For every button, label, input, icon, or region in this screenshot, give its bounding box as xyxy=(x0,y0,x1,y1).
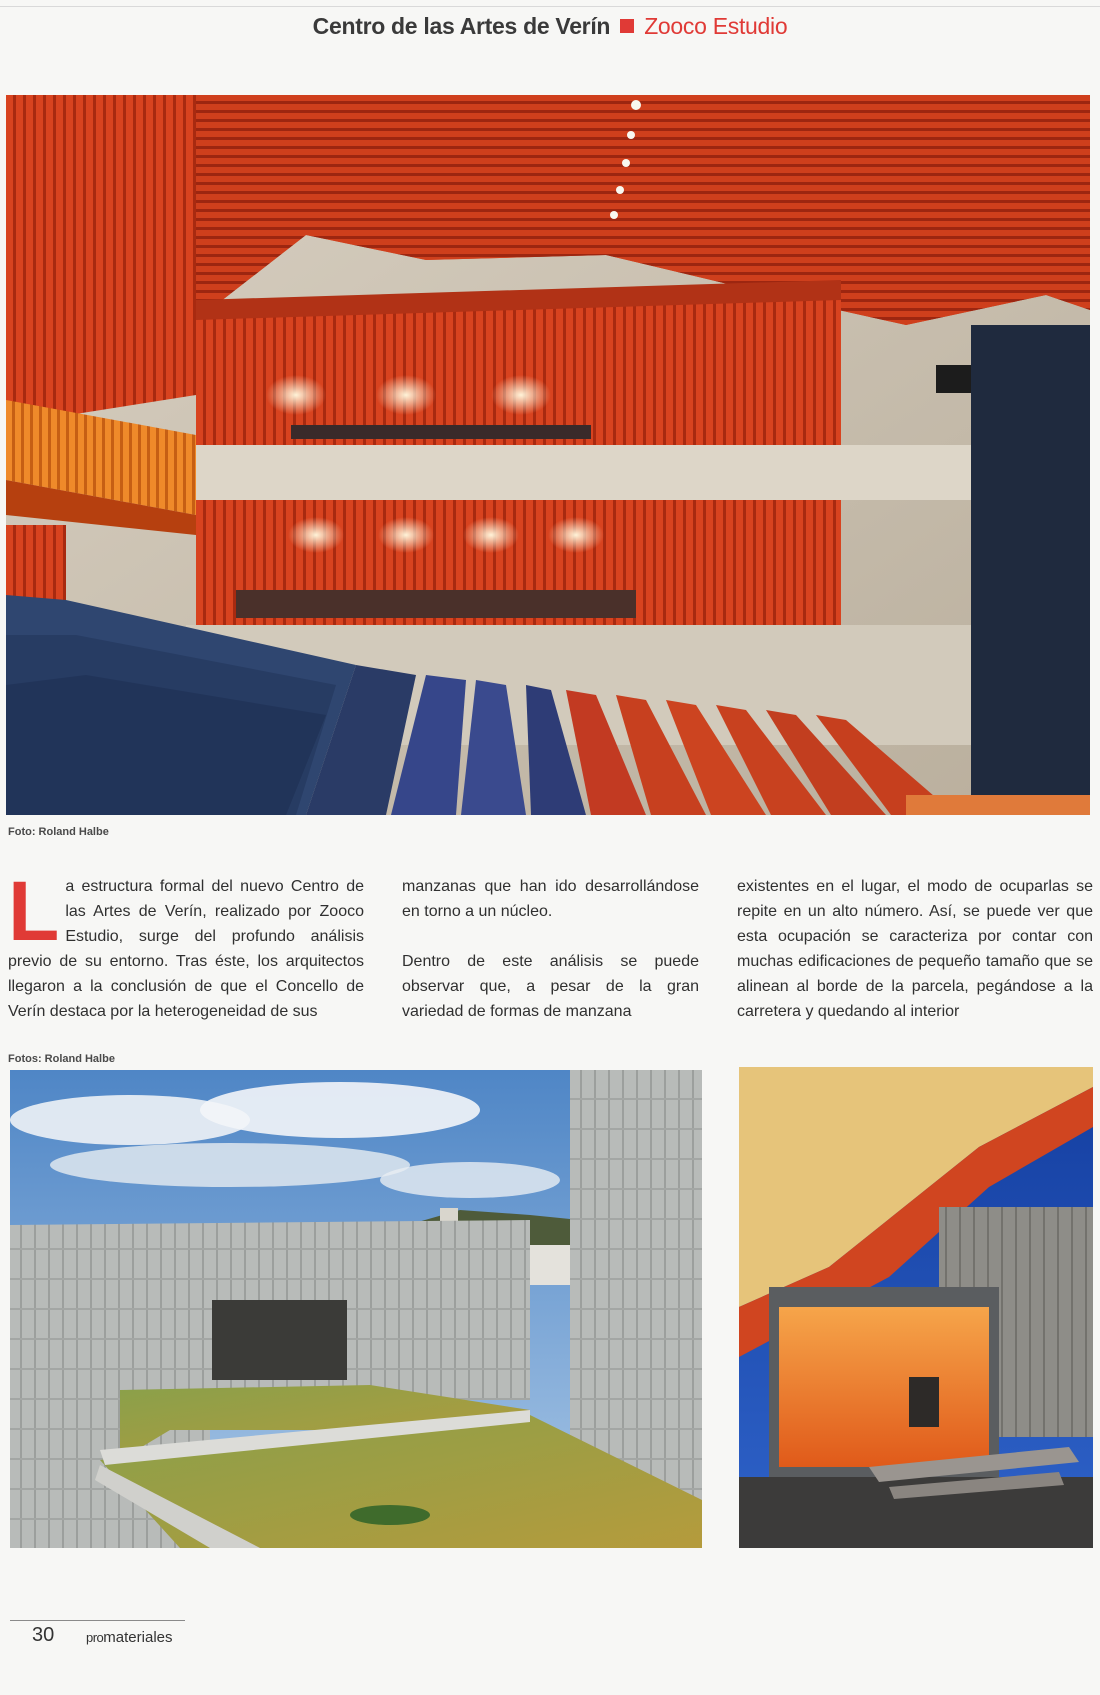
page-header xyxy=(0,10,1100,42)
article-title: Centro de las Artes de Verín xyxy=(312,13,611,39)
page-number: 30 xyxy=(32,1624,55,1646)
article-column-3 xyxy=(737,874,1093,1024)
dropcap: L xyxy=(8,864,60,958)
exterior-photo xyxy=(10,1070,702,1548)
photo-credit-bottom: Fotos: Roland Halbe xyxy=(8,1053,115,1065)
studio-name: Zooco Estudio xyxy=(644,13,788,39)
col2-paragraph-1: manzanas que han ido desarrollándose en torno a un núcleo. xyxy=(402,878,699,920)
magazine-name xyxy=(86,1629,173,1646)
entrance-photo xyxy=(739,1067,1093,1548)
header-square-icon xyxy=(620,19,634,33)
article-column-2 xyxy=(402,874,699,1024)
magazine-prefix: pro xyxy=(86,1630,104,1645)
col3-text: existentes en el lugar, el modo de ocuparlas se repite en un alto número. Así, se puede ver que esta ocupación se caracteriza por contar con muchas edificaciones de pequeño tamaño que se alinean al borde de la parcela, pegándose a la carretera y quedando al interior xyxy=(737,878,1093,1020)
photo-credit-top: Foto: Roland Halbe xyxy=(8,826,109,838)
col2-paragraph-2: Dentro de este análisis se puede observar que, a pesar de la gran variedad de formas de manzana xyxy=(402,953,699,1020)
magazine-title: materiales xyxy=(103,1629,173,1646)
article-column-1 xyxy=(8,864,364,1024)
auditorium-photo xyxy=(6,95,1090,815)
footer-rule xyxy=(10,1620,185,1621)
header-rule xyxy=(0,6,1100,7)
col1-text: a estructura formal del nuevo Centro de las Artes de Verín, realizado por Zooco Estudio, surge del profundo análisis previo de su entorno. Tras éste, los arquitectos llegaron a la conclusión de que el Concello de Verín destaca por la heterogeneidad de sus xyxy=(8,878,364,1020)
